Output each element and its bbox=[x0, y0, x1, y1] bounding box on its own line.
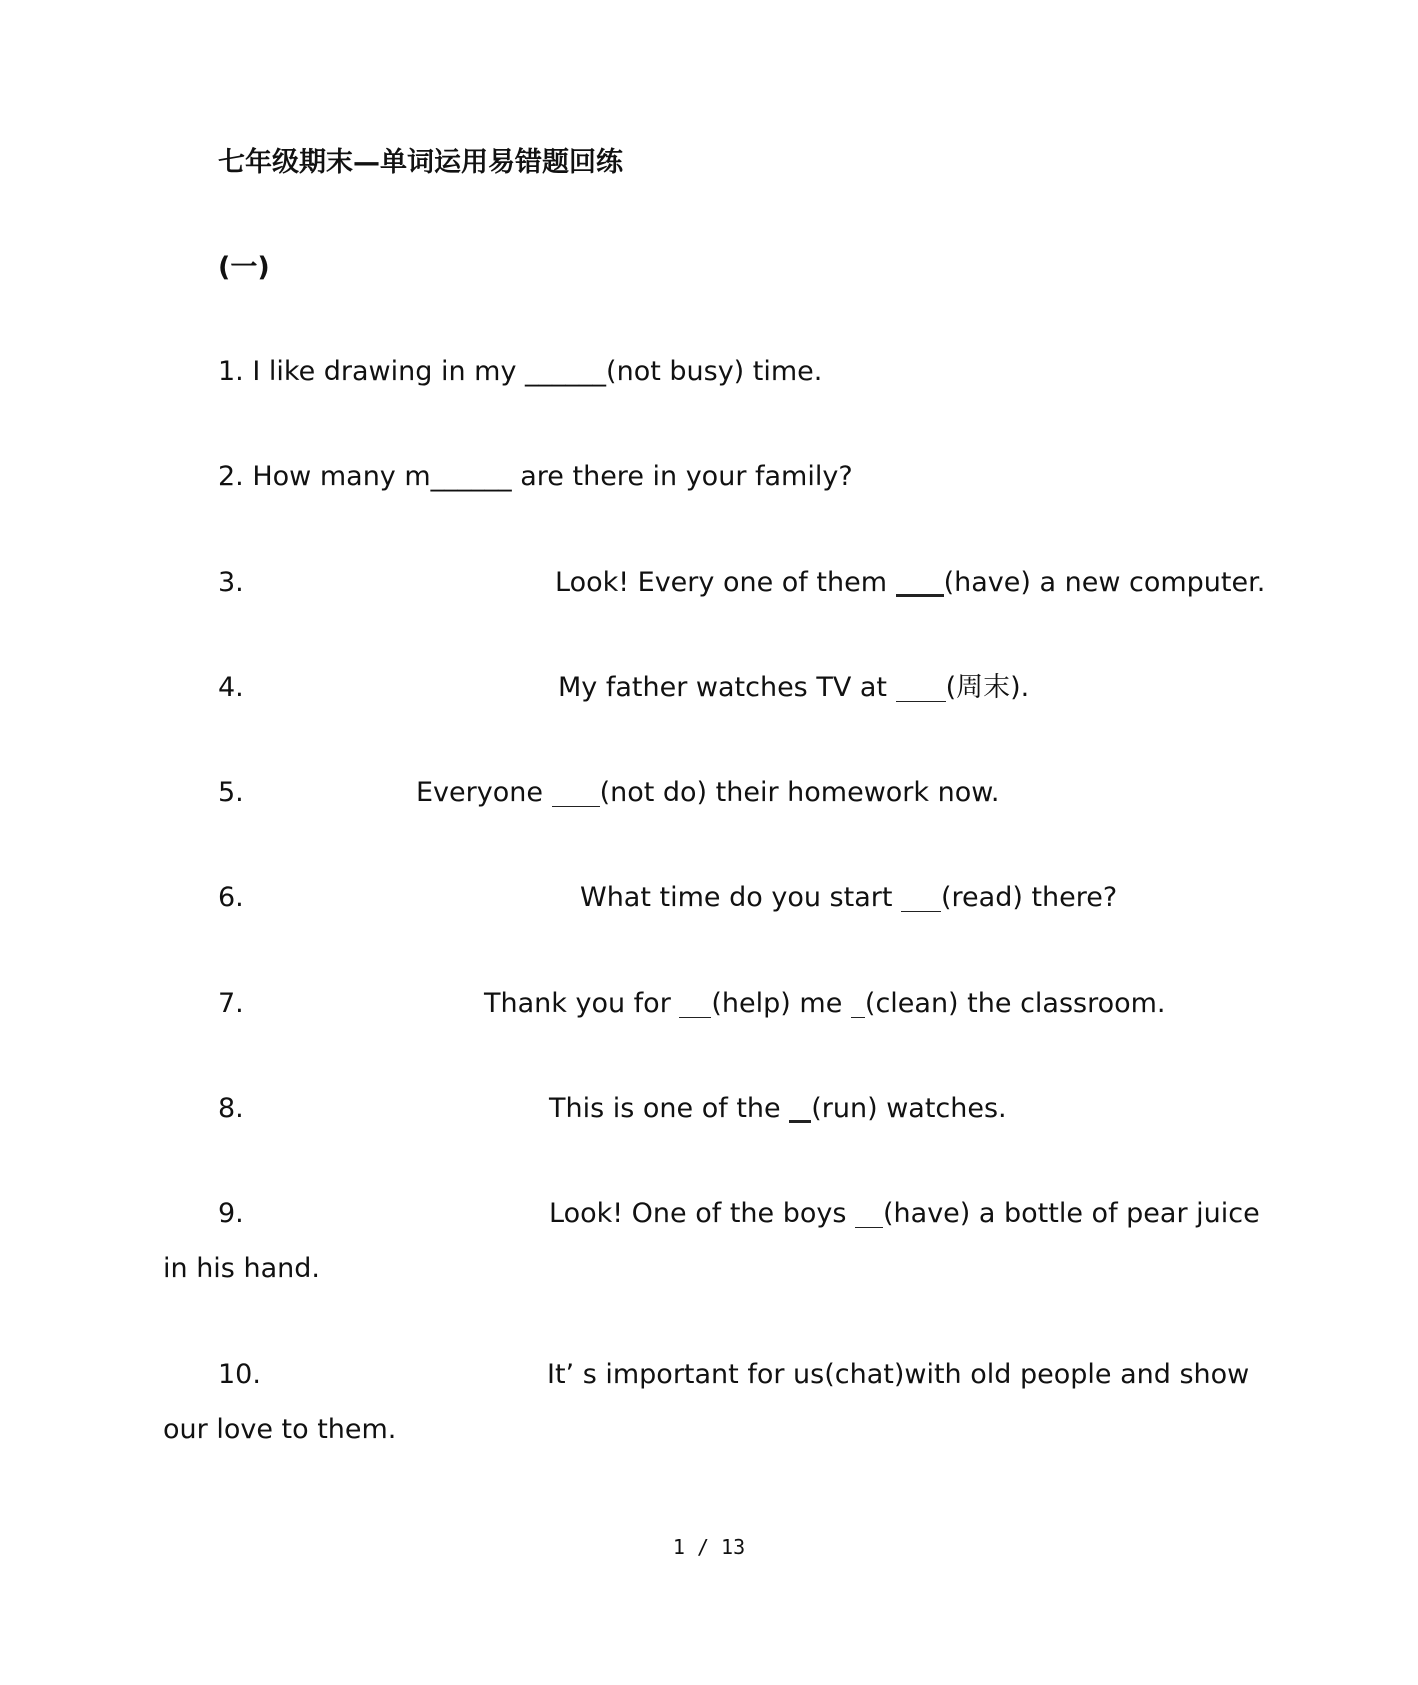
question-text: It’ s important for us(chat)with old people and show bbox=[547, 1359, 1250, 1390]
question-10-continuation: our love to them. bbox=[163, 1414, 397, 1445]
question-4 bbox=[558, 671, 1029, 705]
question-7 bbox=[484, 987, 1166, 1021]
question-5-number: 5. bbox=[218, 777, 244, 808]
question-text: (run) watches. bbox=[811, 1093, 1007, 1124]
question-9-number: 9. bbox=[218, 1198, 244, 1229]
question-2 bbox=[218, 460, 853, 494]
question-text: (have) a bottle of pear juice bbox=[883, 1198, 1260, 1229]
question-text: are there in your family? bbox=[511, 461, 853, 492]
question-3-number: 3. bbox=[218, 567, 244, 598]
question-text: (have) a new computer. bbox=[943, 567, 1266, 598]
question-10-number: 10. bbox=[218, 1359, 261, 1390]
question-text: Thank you for bbox=[484, 988, 680, 1019]
question-1 bbox=[218, 355, 822, 389]
answer-blank[interactable] bbox=[851, 1016, 865, 1018]
question-text: (not do) their homework now. bbox=[599, 777, 1000, 808]
question-6-number: 6. bbox=[218, 882, 244, 913]
question-4-number: 4. bbox=[218, 672, 244, 703]
page-indicator: 1 / 13 bbox=[672, 1535, 746, 1559]
question-text: How many m bbox=[252, 461, 431, 492]
question-10 bbox=[547, 1358, 1249, 1392]
question-text: Look! One of the boys bbox=[549, 1198, 855, 1229]
answer-blank[interactable] bbox=[855, 1226, 883, 1228]
document-title: 七年级期末—单词运用易错题回练 bbox=[218, 147, 623, 178]
question-3 bbox=[555, 566, 1265, 600]
question-9 bbox=[549, 1197, 1260, 1231]
question-number: 2. bbox=[218, 461, 244, 492]
answer-blank[interactable] bbox=[679, 1016, 711, 1018]
answer-blank[interactable] bbox=[896, 700, 946, 702]
question-text: (not busy) time. bbox=[606, 356, 823, 387]
answer-blank[interactable] bbox=[789, 1119, 811, 1123]
answer-blank[interactable] bbox=[552, 805, 600, 807]
question-text: (read) there? bbox=[941, 882, 1118, 913]
question-7-number: 7. bbox=[218, 988, 244, 1019]
answer-blank[interactable] bbox=[901, 910, 941, 912]
question-9-continuation: in his hand. bbox=[163, 1253, 320, 1284]
question-8 bbox=[549, 1092, 1007, 1126]
question-text: What time do you start bbox=[580, 882, 902, 913]
question-text: (help) me bbox=[711, 988, 851, 1019]
question-5 bbox=[416, 776, 999, 810]
section-heading: (一) bbox=[218, 252, 270, 283]
question-8-number: 8. bbox=[218, 1093, 244, 1124]
answer-blank[interactable]: ______ bbox=[430, 461, 512, 492]
question-6 bbox=[580, 881, 1117, 915]
question-text: Look! Every one of them bbox=[555, 567, 896, 598]
question-text: Everyone bbox=[416, 777, 552, 808]
answer-blank[interactable]: ______ bbox=[525, 356, 607, 387]
question-number: 1. bbox=[218, 356, 244, 387]
question-text: (周末). bbox=[945, 672, 1030, 703]
answer-blank[interactable] bbox=[896, 593, 944, 597]
question-text: (clean) the classroom. bbox=[864, 988, 1166, 1019]
question-text: My father watches TV at bbox=[558, 672, 896, 703]
question-text: I like drawing in my bbox=[252, 356, 526, 387]
question-text: This is one of the bbox=[549, 1093, 790, 1124]
